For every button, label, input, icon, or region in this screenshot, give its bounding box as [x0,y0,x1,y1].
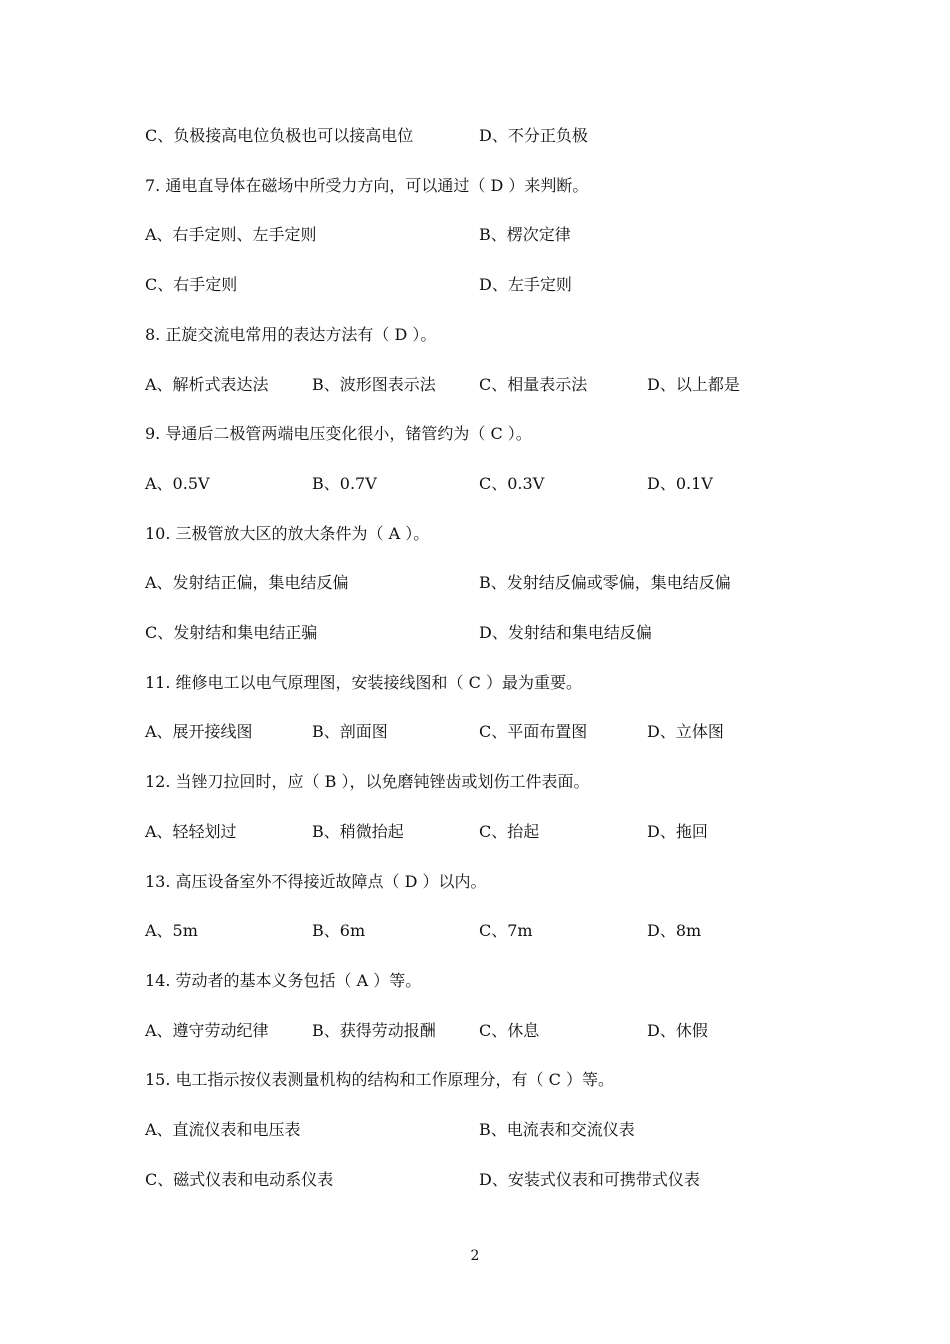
options-row [145,273,825,297]
question-text: 9. 导通后二极管两端电压变化很小，锗管约为（ C ）。 [145,424,532,443]
answer-option: D、拖回 [647,822,708,841]
answer-option: C、磁式仪表和电动系仪表 [145,1170,334,1189]
question-text: 13. 高压设备室外不得接近故障点（ D ）以内。 [145,872,487,891]
options-row [145,621,825,645]
answer-option: A、展开接线图 [145,722,253,741]
answer-option: A、轻轻划过 [145,822,237,841]
answer-option: B、电流表和交流仪表 [479,1120,635,1139]
answer-option: C、7m [479,921,533,940]
answer-option: C、休息 [479,1021,540,1040]
answer-option: C、相量表示法 [479,375,588,394]
answer-option: D、以上都是 [647,375,740,394]
options-row [145,1168,825,1192]
answer-option: B、6m [312,921,366,940]
answer-option: C、负极接高电位负极也可以接高电位 [145,126,414,145]
page-number: 2 [470,1248,480,1264]
answer-option: B、0.7V [312,474,377,493]
question-text: 10. 三极管放大区的放大条件为（ A ）。 [145,524,430,543]
question-text: 14. 劳动者的基本义务包括（ A ）等。 [145,971,422,990]
answer-option: A、0.5V [145,474,210,493]
answer-option: B、波形图表示法 [312,375,436,394]
answer-option: D、休假 [647,1021,708,1040]
answer-option: C、平面布置图 [479,722,588,741]
answer-option: D、不分正负极 [479,126,588,145]
answer-option: B、获得劳动报酬 [312,1021,436,1040]
answer-option: C、发射结和集电结正骗 [145,623,318,642]
answer-option: A、解析式表达法 [145,375,269,394]
answer-option: D、安装式仪表和可携带式仪表 [479,1170,700,1189]
options-row [145,1019,825,1043]
answer-option: D、左手定则 [479,275,572,294]
answer-option: D、0.1V [647,474,713,493]
options-row [145,124,825,148]
question-text: 11. 维修电工以电气原理图，安装接线图和（ C ）最为重要。 [145,673,582,692]
options-row [145,1118,825,1142]
question-text: 7. 通电直导体在磁场中所受力方向，可以通过（ D ）来判断。 [145,176,589,195]
answer-option: B、稍微抬起 [312,822,404,841]
options-row [145,472,825,496]
options-row [145,720,825,744]
options-row [145,919,825,943]
answer-option: C、0.3V [479,474,545,493]
options-row [145,373,825,397]
answer-option: D、发射结和集电结反偏 [479,623,652,642]
answer-option: C、右手定则 [145,275,238,294]
answer-option: A、发射结正偏，集电结反偏 [145,573,349,592]
answer-option: A、右手定则、左手定则 [145,225,317,244]
answer-option: D、立体图 [647,722,724,741]
answer-option: B、剖面图 [312,722,388,741]
question-text: 8. 正旋交流电常用的表达方法有（ D ）。 [145,325,437,344]
answer-option: A、遵守劳动纪律 [145,1021,269,1040]
answer-option: A、直流仪表和电压表 [145,1120,301,1139]
options-row [145,820,825,844]
question-text: 12. 当锉刀拉回时，应（ B ），以免磨钝锉齿或划伤工件表面。 [145,772,590,791]
options-row [145,223,825,247]
question-text: 15. 电工指示按仪表测量机构的结构和工作原理分，有（ C ）等。 [145,1070,614,1089]
answer-option: B、发射结反偏或零偏，集电结反偏 [479,573,731,592]
answer-option: C、抬起 [479,822,540,841]
options-row [145,571,825,595]
answer-option: A、5m [145,921,198,940]
answer-option: B、楞次定律 [479,225,571,244]
answer-option: D、8m [647,921,702,940]
